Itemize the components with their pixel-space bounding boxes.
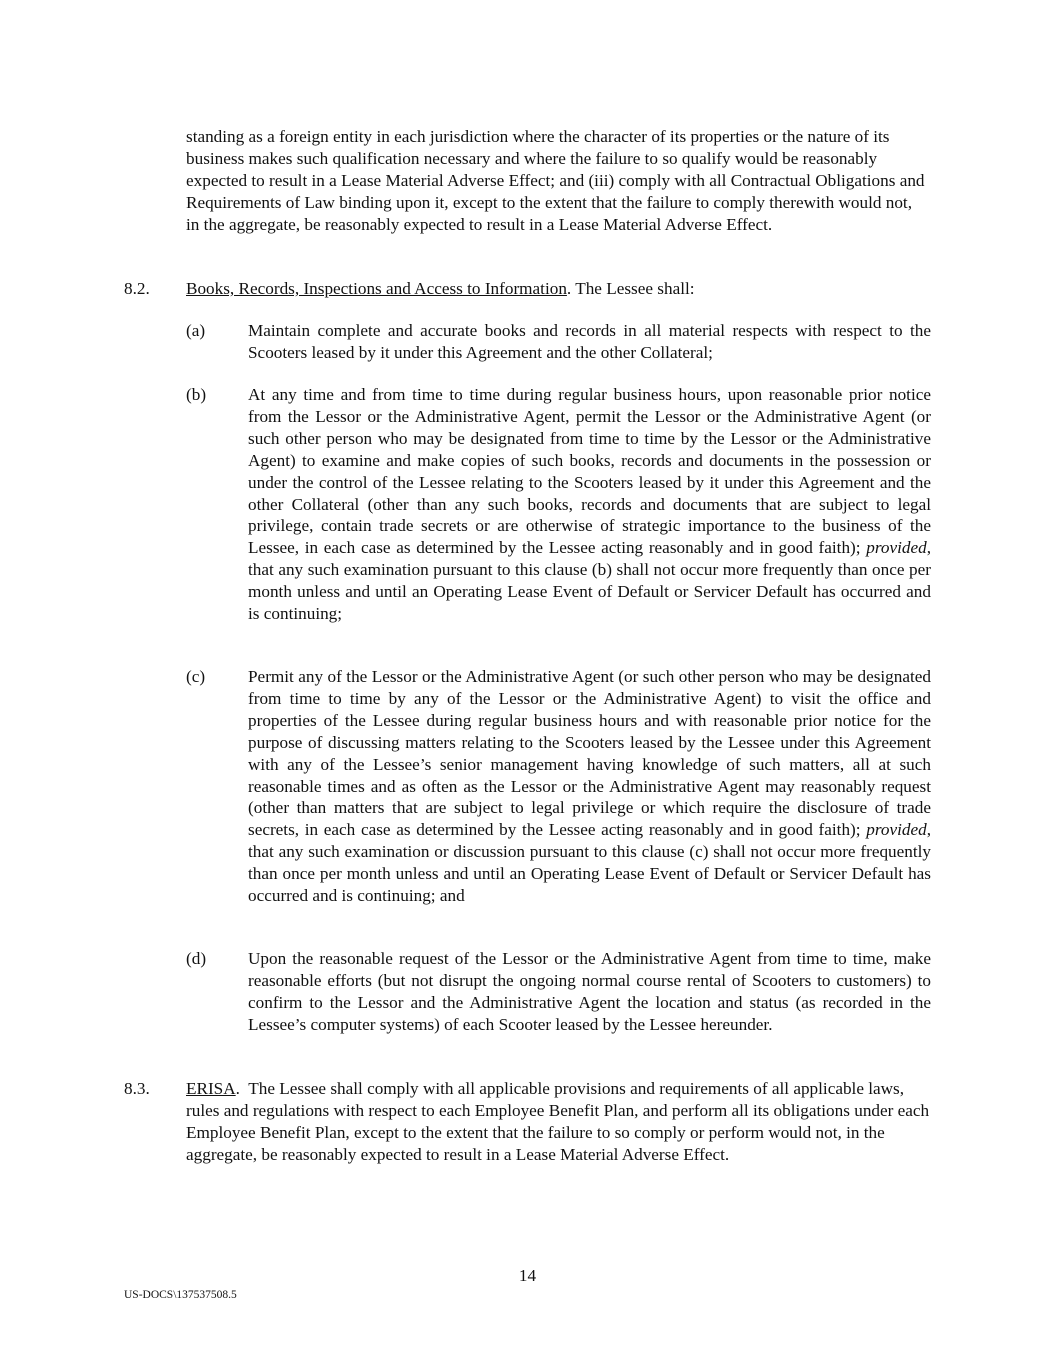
section-8-2-heading-line	[186, 278, 931, 300]
section-8-3-text: . The Lessee shall comply with all applicable provisions and requirements of all applicable laws, rules and regulations with respect to each Employee Benefit Plan, and perform all its obligations under each Employee Benefit Plan, except to the extent that the failure to so comply or perform would not, in the aggregate, be reasonably expected to result in a Lease Material Adverse Effect.	[186, 1079, 934, 1164]
item-c-text-after: , that any such examination or discussion pursuant to this clause (c) shall not occur more frequently than once per month unless and until an Operating Lease Event of Default or Servicer Default has occurred and is continuing; and	[248, 820, 931, 906]
page-number: 14	[518, 1266, 537, 1285]
item-b-provided: provided	[866, 538, 927, 558]
item-d-text: Upon the reasonable request of the Lessor or the Administrative Agent from time to time, make reasonable efforts (but not disrupt the ongoing normal course rental of Scooters to customers) to confirm to the Lessor and the Administrative Agent the location and status (as recorded in the Lessee’s computer systems) of each Scooter leased by the Lessee hereunder.	[248, 949, 931, 1034]
section-8-2-intro: . The Lessee shall:	[566, 279, 695, 298]
continuation-paragraph: standing as a foreign entity in each jurisdiction where the character of its properties or the nature of its business makes such qualification necessary and where the failure to so qualify would be reasonably expected to result in a Lease Material Adverse Effect; and (iii) comply with all Contractual Obligations and Requirements of Law binding upon it, except to the extent that the failure to comply therewith would not, in the aggregate, be reasonably expected to result in a Lease Material Adverse Effect.	[186, 127, 925, 234]
item-a-label: (a)	[186, 321, 206, 340]
item-c-text-before: Permit any of the Lessor or the Administrative Agent (or such other person who may be designated from time to time by any of the Lessor or the Administrative Agent) to visit the office and properties of the Lessee during regular business hours and with reasonable prior notice for the purpose of discussing matters relating to the Scooters leased by the Lessee under this Agreement with any of the Lessee’s senior management having knowledge of such matters, all at such reasonable times and as often as the Lessor or the Administrative Agent may reasonably request (other than matters that are subject to legal privilege or which require the disclosure of trade secrets, in each case as determined by the Lessee acting reasonably and in good faith);	[248, 667, 931, 840]
item-b-text	[248, 384, 931, 625]
section-8-3-number: 8.3.	[124, 1079, 150, 1098]
item-c-label: (c)	[186, 667, 206, 686]
item-c-provided: provided	[866, 820, 927, 840]
item-d-label: (d)	[186, 949, 207, 968]
item-b-label: (b)	[186, 385, 207, 404]
item-a-text: Maintain complete and accurate books and records in all material respects with respect to the Scooters leased by it under this Agreement and the other Collateral;	[248, 321, 931, 362]
section-8-2-number: 8.2.	[124, 279, 150, 298]
section-8-3-heading: ERISA	[186, 1079, 236, 1098]
section-8-2-heading: Books, Records, Inspections and Access to Information	[186, 279, 567, 298]
item-c-text	[248, 666, 931, 907]
item-b-text-before: At any time and from time to time during regular business hours, upon reasonable prior notice from the Lessor or the Administrative Agent, permit the Lessor or the Administrative Agent (or such other person who may be designated from time to time by the Lessor or the Administrative Agent) to examine and make copies of such books, records and documents in the possession or under the control of the Lessee relating to the Scooters leased by it under this Agreement and the other Collateral (other than any such books, records and documents that are subject to legal privilege, contain trade secrets or are otherwise of strategic importance to the business of the Lessee, in each case as determined by the Lessee acting reasonably and in good faith);	[248, 385, 931, 558]
section-8-3-paragraph	[186, 1078, 934, 1166]
document-id: US-DOCS\137537508.5	[124, 1289, 237, 1301]
item-b-text-after: , that any such examination pursuant to this clause (b) shall not occur more frequently than once per month unless and until an Operating Lease Event of Default or Servicer Default has occurred and is continuing;	[248, 538, 931, 624]
